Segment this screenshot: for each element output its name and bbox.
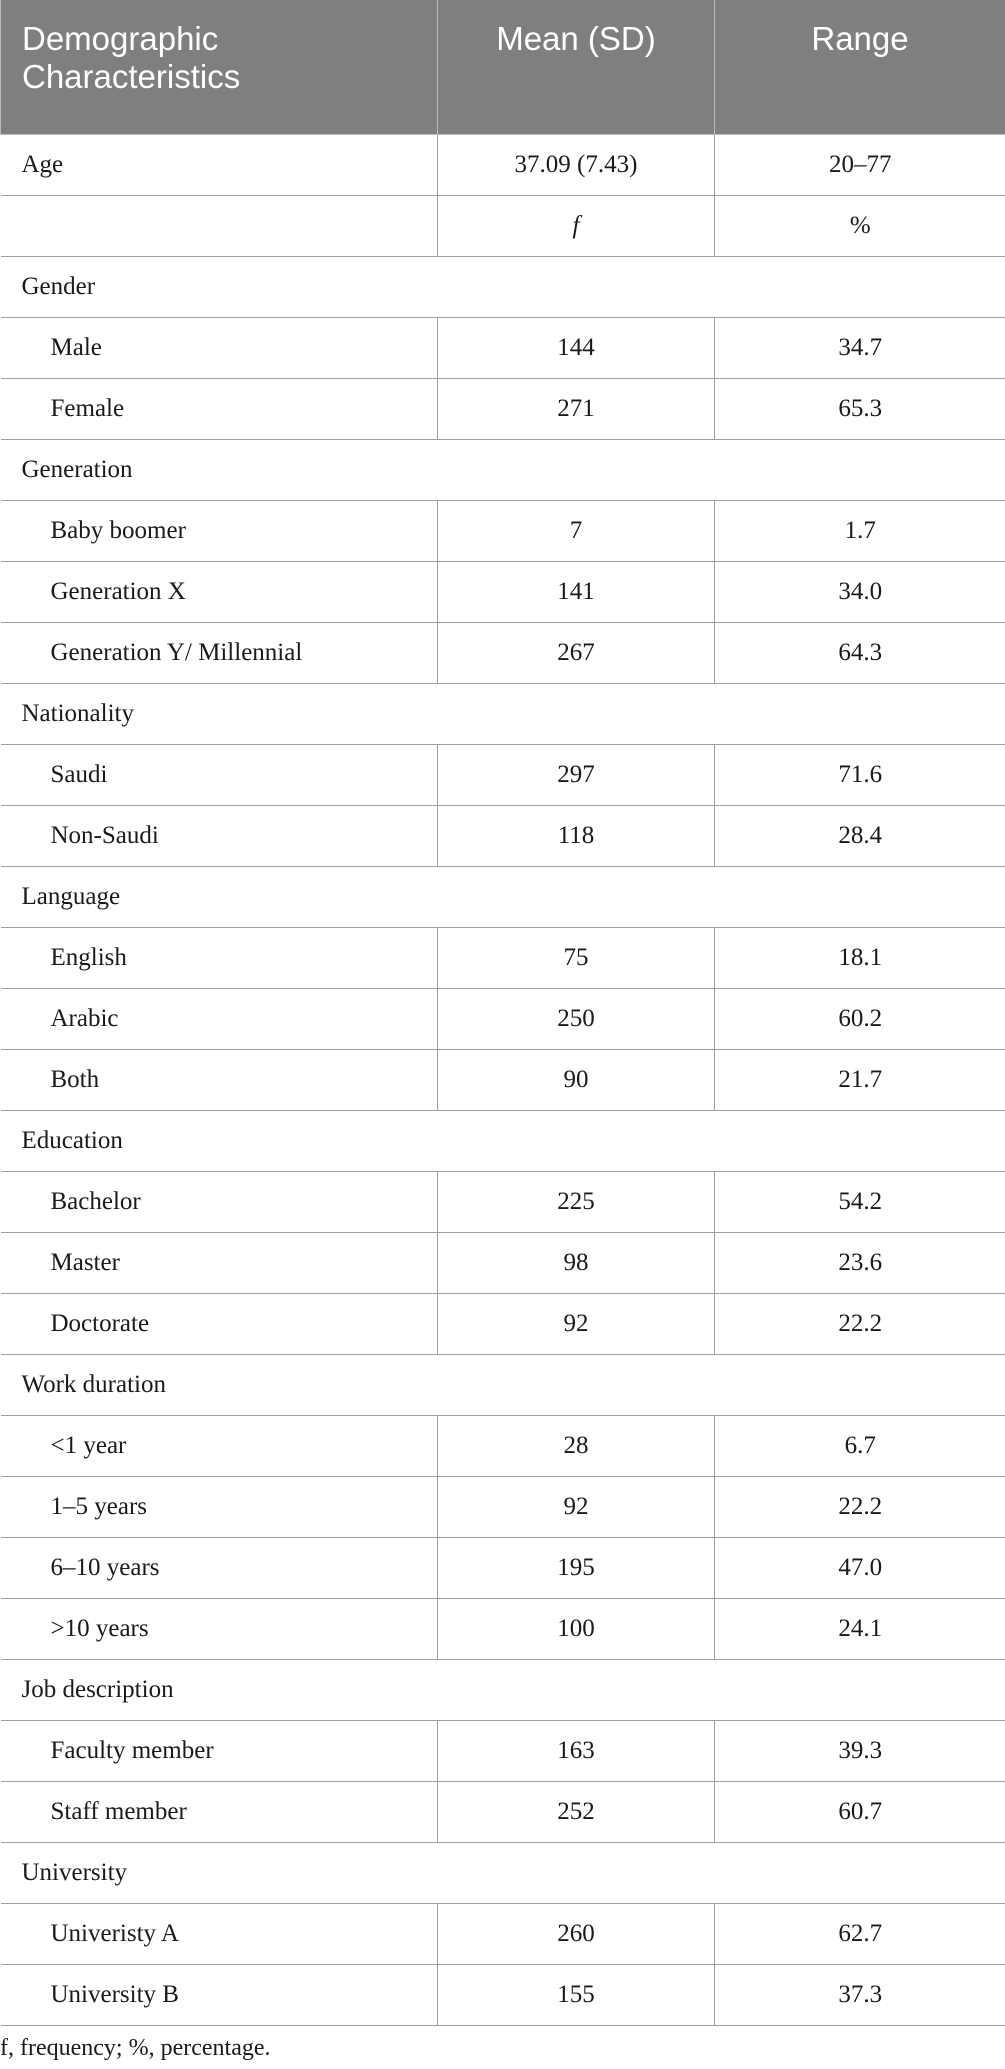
row-label: Female (1, 379, 438, 440)
value-col3: 21.7 (715, 1050, 1005, 1111)
row-label: 6–10 years (1, 1538, 438, 1599)
row-label: Faculty member (1, 1721, 438, 1782)
table-row (1, 318, 1005, 379)
value-col3: 34.7 (715, 318, 1005, 379)
group-label: Gender (1, 257, 1005, 318)
table-row (1, 1965, 1005, 2026)
table-row (1, 928, 1005, 989)
row-label: Doctorate (1, 1294, 438, 1355)
table-row (1, 135, 1005, 196)
table-row (1, 562, 1005, 623)
group-label: Education (1, 1111, 1005, 1172)
row-label (1, 196, 438, 257)
value-col2: 250 (438, 989, 715, 1050)
header-mean-sd: Mean (SD) (438, 0, 715, 135)
unit-frequency: f (438, 196, 715, 257)
group-label: Work duration (1, 1355, 1005, 1416)
value-col2: 141 (438, 562, 715, 623)
row-label: Baby boomer (1, 501, 438, 562)
table-row (1, 196, 1005, 257)
header-row (1, 0, 1005, 135)
table-body (1, 135, 1005, 2026)
table-row (1, 1172, 1005, 1233)
value-col3: 28.4 (715, 806, 1005, 867)
value-col3: 20–77 (715, 135, 1005, 196)
table-footnote: f, frequency; %, percentage. (0, 2035, 271, 2061)
group-row (1, 1355, 1005, 1416)
row-label: Univeristy A (1, 1904, 438, 1965)
row-label: Arabic (1, 989, 438, 1050)
row-label: Male (1, 318, 438, 379)
group-row (1, 1843, 1005, 1904)
value-col3: 6.7 (715, 1416, 1005, 1477)
value-col3: 22.2 (715, 1477, 1005, 1538)
value-col2: 144 (438, 318, 715, 379)
header-range: Range (715, 0, 1005, 135)
value-col3: 39.3 (715, 1721, 1005, 1782)
table-header (1, 0, 1005, 135)
value-col2: 92 (438, 1294, 715, 1355)
row-label: Saudi (1, 745, 438, 806)
table-row (1, 379, 1005, 440)
group-label: University (1, 1843, 1005, 1904)
value-col3: 64.3 (715, 623, 1005, 684)
value-col3: 24.1 (715, 1599, 1005, 1660)
table-row (1, 1782, 1005, 1843)
unit-percentage: % (715, 196, 1005, 257)
value-col3: 54.2 (715, 1172, 1005, 1233)
table-row (1, 1721, 1005, 1782)
value-col3: 37.3 (715, 1965, 1005, 2026)
group-row (1, 257, 1005, 318)
value-col2: 100 (438, 1599, 715, 1660)
value-col2: 75 (438, 928, 715, 989)
table-row (1, 806, 1005, 867)
value-col2: 225 (438, 1172, 715, 1233)
value-col3: 65.3 (715, 379, 1005, 440)
group-row (1, 1111, 1005, 1172)
value-col2: 260 (438, 1904, 715, 1965)
row-label: 1–5 years (1, 1477, 438, 1538)
value-col2: 195 (438, 1538, 715, 1599)
value-col3: 47.0 (715, 1538, 1005, 1599)
value-col3: 34.0 (715, 562, 1005, 623)
value-col2: 252 (438, 1782, 715, 1843)
row-label: Master (1, 1233, 438, 1294)
group-label: Nationality (1, 684, 1005, 745)
row-label: English (1, 928, 438, 989)
value-col3: 18.1 (715, 928, 1005, 989)
value-col2: 37.09 (7.43) (438, 135, 715, 196)
row-label: Generation X (1, 562, 438, 623)
value-col2: 163 (438, 1721, 715, 1782)
value-col3: 1.7 (715, 501, 1005, 562)
table-row (1, 1599, 1005, 1660)
group-row (1, 1660, 1005, 1721)
value-col2: 118 (438, 806, 715, 867)
row-label: Both (1, 1050, 438, 1111)
group-row (1, 684, 1005, 745)
value-col3: 71.6 (715, 745, 1005, 806)
value-col3: 60.7 (715, 1782, 1005, 1843)
value-col3: 62.7 (715, 1904, 1005, 1965)
value-col2: 297 (438, 745, 715, 806)
table-row (1, 1904, 1005, 1965)
value-col2: 155 (438, 1965, 715, 2026)
value-col2: 7 (438, 501, 715, 562)
value-col2: 267 (438, 623, 715, 684)
row-label: Age (1, 135, 438, 196)
table-row (1, 623, 1005, 684)
table-row (1, 1538, 1005, 1599)
row-label: <1 year (1, 1416, 438, 1477)
value-col2: 90 (438, 1050, 715, 1111)
row-label: Bachelor (1, 1172, 438, 1233)
table-row (1, 989, 1005, 1050)
table-row (1, 1294, 1005, 1355)
row-label: Generation Y/ Millennial (1, 623, 438, 684)
value-col3: 22.2 (715, 1294, 1005, 1355)
table-row (1, 1233, 1005, 1294)
row-label: >10 years (1, 1599, 438, 1660)
group-label: Language (1, 867, 1005, 928)
table-row (1, 1050, 1005, 1111)
value-col2: 92 (438, 1477, 715, 1538)
table-row (1, 501, 1005, 562)
table-row (1, 1477, 1005, 1538)
row-label: University B (1, 1965, 438, 2026)
value-col2: 28 (438, 1416, 715, 1477)
value-col3: 23.6 (715, 1233, 1005, 1294)
group-row (1, 867, 1005, 928)
value-col3: 60.2 (715, 989, 1005, 1050)
group-row (1, 440, 1005, 501)
value-col2: 271 (438, 379, 715, 440)
value-col2: 98 (438, 1233, 715, 1294)
group-label: Generation (1, 440, 1005, 501)
table-row (1, 1416, 1005, 1477)
row-label: Non-Saudi (1, 806, 438, 867)
row-label: Staff member (1, 1782, 438, 1843)
group-label: Job description (1, 1660, 1005, 1721)
table-row (1, 745, 1005, 806)
header-demographic-characteristics: Demographic Characteristics (1, 0, 438, 135)
